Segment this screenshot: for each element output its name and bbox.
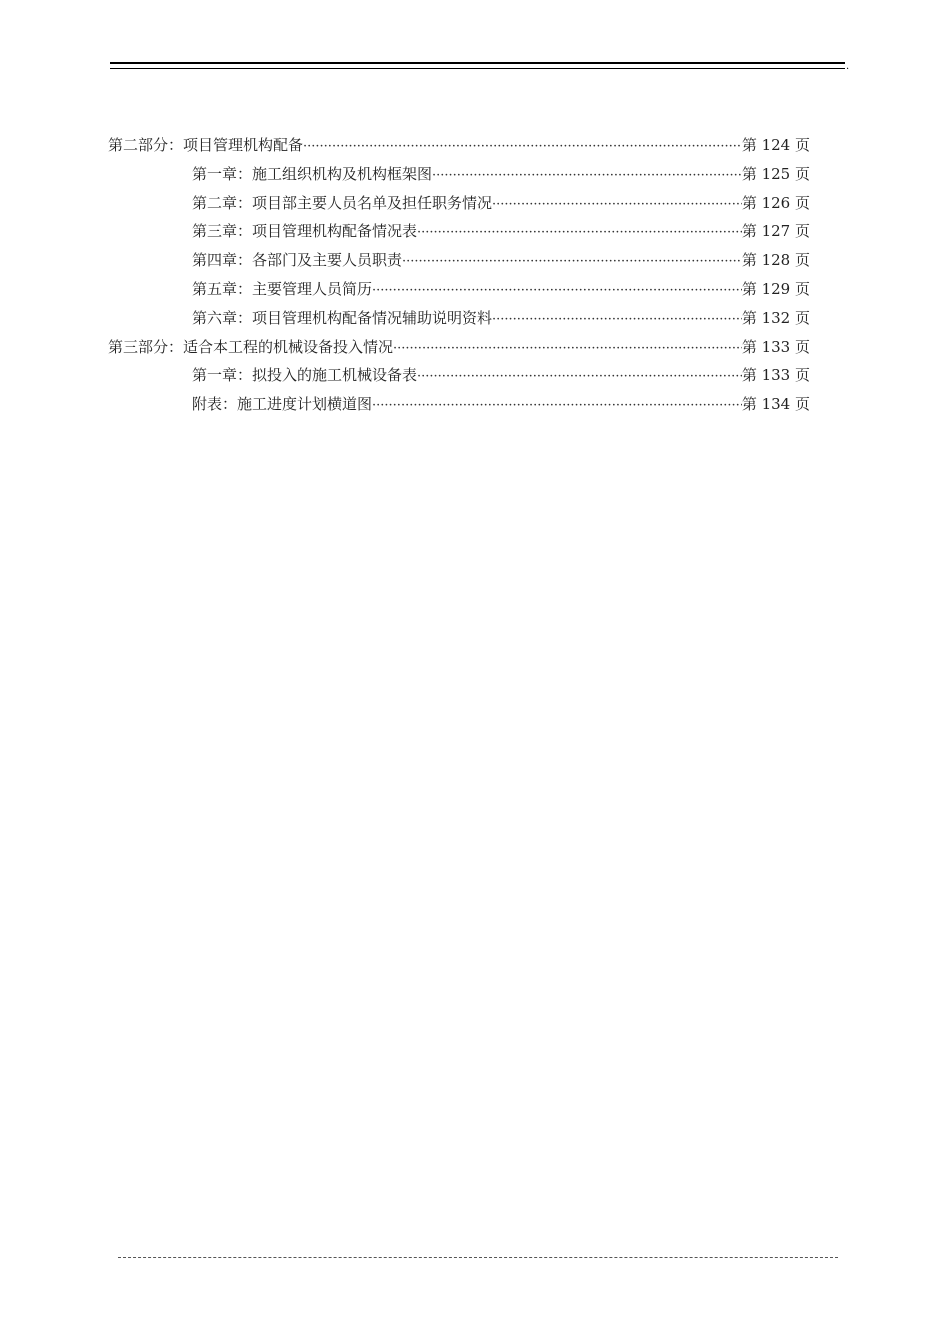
toc-entry[interactable] — [108, 131, 810, 160]
toc-dot-leader — [372, 277, 742, 306]
toc-entry-title: 附表：施工进度计划横道图 — [192, 395, 373, 414]
toc-entry-title: 第三部分：适合本工程的机械设备投入情况 — [108, 337, 394, 356]
toc-entry[interactable] — [108, 160, 810, 189]
toc-entry-page: 第 126 页 — [741, 193, 810, 212]
toc-entry-title: 第一章：拟投入的施工机械设备表 — [192, 366, 418, 385]
toc-entry-page: 第 124 页 — [741, 136, 810, 154]
toc-entry-page: 第 133 页 — [741, 337, 810, 356]
toc-dot-leader — [372, 392, 742, 421]
toc-dot-leader — [417, 219, 742, 248]
toc-dot-leader — [492, 191, 742, 220]
toc-dot-leader — [492, 306, 742, 335]
footer-dashed-rule — [118, 1257, 838, 1258]
toc-entry-title: 第三章：项目管理机构配备情况表 — [192, 222, 418, 241]
toc-dot-leader — [303, 133, 742, 162]
toc-entry-title: 第二章：项目部主要人员名单及担任职务情况 — [192, 193, 493, 212]
toc-entry-page: 第 127 页 — [741, 222, 810, 241]
toc-entry-title: 第五章：主要管理人员简历 — [192, 279, 373, 298]
toc-entry-page: 第 132 页 — [741, 308, 810, 327]
toc-entry[interactable] — [108, 217, 810, 246]
toc-entry[interactable] — [108, 304, 810, 333]
table-of-contents — [108, 131, 810, 419]
toc-entry[interactable] — [108, 390, 810, 419]
toc-entry-page: 第 125 页 — [741, 164, 810, 183]
toc-entry-page: 第 128 页 — [741, 251, 810, 270]
toc-dot-leader — [393, 335, 742, 364]
toc-entry[interactable] — [108, 361, 810, 390]
header-dot: . — [846, 61, 850, 72]
header-rule-bottom — [110, 68, 845, 69]
toc-dot-leader — [417, 363, 742, 392]
toc-entry[interactable] — [108, 246, 810, 275]
toc-entry[interactable] — [108, 275, 810, 304]
toc-entry-title: 第四章：各部门及主要人员职责 — [192, 251, 403, 270]
header-rule-top — [110, 62, 845, 64]
toc-dot-leader — [402, 248, 742, 277]
toc-entry-page: 第 133 页 — [741, 366, 810, 385]
toc-entry-page: 第 129 页 — [741, 279, 810, 298]
toc-dot-leader — [432, 162, 742, 191]
toc-entry-page: 第 134 页 — [741, 395, 810, 414]
toc-entry-title: 第六章：项目管理机构配备情况辅助说明资料 — [192, 308, 493, 327]
toc-entry[interactable] — [108, 333, 810, 362]
toc-entry-title: 第一章：施工组织机构及机构框架图 — [192, 164, 433, 183]
toc-entry[interactable] — [108, 189, 810, 218]
toc-entry-title: 第二部分：项目管理机构配备 — [108, 136, 304, 154]
